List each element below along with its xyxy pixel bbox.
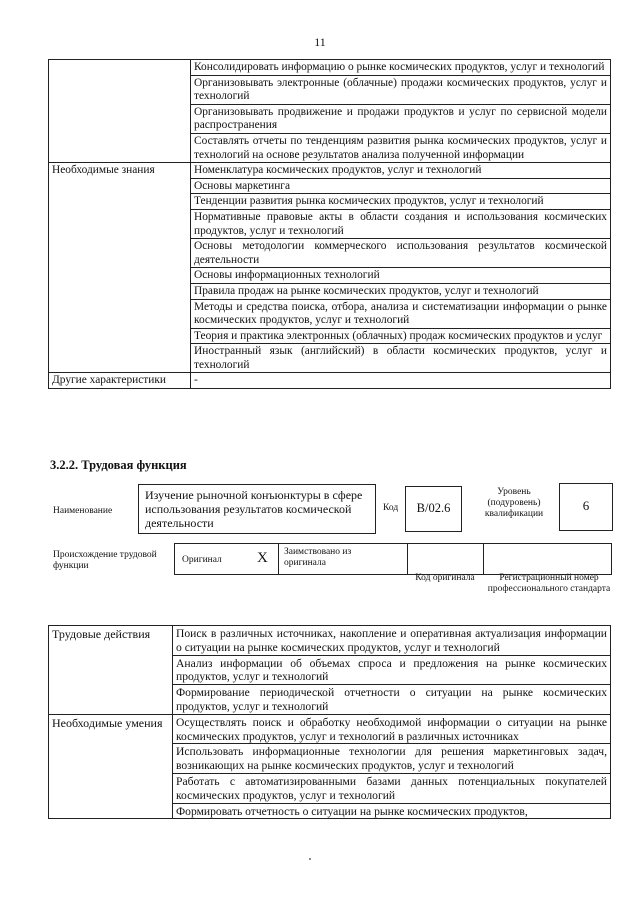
origin-label: Происхождение трудовой функции	[53, 550, 157, 571]
table-cell: Организовывать электронные (облачные) продажи космических продуктов, услуг и технологий	[191, 75, 611, 104]
level-value: 6	[582, 498, 590, 513]
page-number: 11	[314, 35, 326, 49]
origin-box	[174, 543, 408, 575]
level-label: Уровень (подуровень) квалификации	[484, 487, 544, 519]
code-original-label: Код оригинала	[415, 573, 475, 583]
name-box	[138, 484, 376, 534]
table-cell: Номенклатура космических продуктов, услуг и технологий	[191, 163, 611, 179]
table-cell: Использовать информационные технологии для решения маркетинговых задач, возникающих на рынке космических продуктов, услуг и технологий	[173, 744, 611, 774]
divider	[278, 544, 279, 574]
dot-mark	[309, 858, 311, 860]
table-cell: Осуществлять поиск и обработку необходимой информации о ситуации на рынке космических продуктов, услуг и технологий в различных источниках	[173, 714, 611, 744]
table-cell: Тенденции развития рынка космических продуктов, услуг и технологий	[191, 194, 611, 210]
code-original-box	[407, 543, 484, 575]
borrowed-label: Заимствовано из оригинала	[284, 547, 352, 568]
table-cell: Работать с автоматизированными базами данных потенциальных покупателей космических продуктов, услуг и технологий	[173, 773, 611, 803]
level-box	[559, 483, 613, 531]
table-cell: Основы маркетинга	[191, 178, 611, 194]
original-label: Оригинал	[182, 555, 222, 565]
name-label: Наименование	[53, 506, 113, 516]
table-cell: Методы и средства поиска, отбора, анализа и систематизации информации о рынке космических продуктов, услуг и технологий	[191, 299, 611, 328]
code-value: B/02.6	[416, 501, 451, 515]
table-cell: Иностранный язык (английский) в области космических продуктов, услуг и технологий	[191, 344, 611, 373]
empty-label-cell	[49, 60, 191, 163]
reg-number-box	[482, 543, 612, 575]
other-value: -	[191, 373, 611, 389]
reg-number-label: Регистрационный номер профессионального стандарта	[487, 573, 611, 594]
code-box	[405, 486, 462, 532]
table-cell: Составлять отчеты по тенденциям развития рынка космических продуктов, услуг и технологий на основе результатов анализа полученной информации	[191, 133, 611, 162]
actions-table	[48, 625, 611, 819]
other-label: Другие характеристики	[49, 373, 191, 389]
table-cell: Организовывать продвижение и продажи продуктов и услуг по сервисной модели распространения	[191, 104, 611, 133]
table-cell: Нормативные правовые акты в области создания и использования космических продуктов, услуг и технологий	[191, 209, 611, 238]
name-value: Изучение рыночной конъюнктуры в сфере использования результатов космической деятельности	[145, 488, 363, 530]
table-cell: Основы информационных технологий	[191, 268, 611, 284]
actions-label: Трудовые действия	[49, 626, 173, 715]
table-cell: Правила продаж на рынке космических продуктов, услуг и технологий	[191, 283, 611, 299]
knowledge-table	[48, 59, 611, 389]
table-cell: Анализ информации об объемах спроса и предложения на рынке космических продуктов, услуг и технологий	[173, 655, 611, 685]
table-cell: Теория и практика электронных (облачных) продаж космических продуктов и услуг	[191, 328, 611, 344]
section-title: 3.2.2. Трудовая функция	[50, 458, 187, 472]
table-cell: Формировать отчетность о ситуации на рынке космических продуктов,	[173, 803, 611, 819]
table-cell: Консолидировать информацию о рынке космических продуктов, услуг и технологий	[191, 60, 611, 76]
code-label: Код	[383, 503, 399, 513]
table-cell: Основы методологии коммерческого использования результатов космической деятельности	[191, 239, 611, 268]
knowledge-label: Необходимые знания	[49, 163, 191, 373]
original-mark: X	[257, 550, 268, 566]
skills-label: Необходимые умения	[49, 714, 173, 819]
table-cell: Формирование периодической отчетности о ситуации на рынке космических продуктов, услуг и технологий	[173, 685, 611, 715]
table-cell: Поиск в различных источниках, накопление и оперативная актуализация информации о ситуации на рынке космических продуктов, услуг и технологий	[173, 626, 611, 656]
